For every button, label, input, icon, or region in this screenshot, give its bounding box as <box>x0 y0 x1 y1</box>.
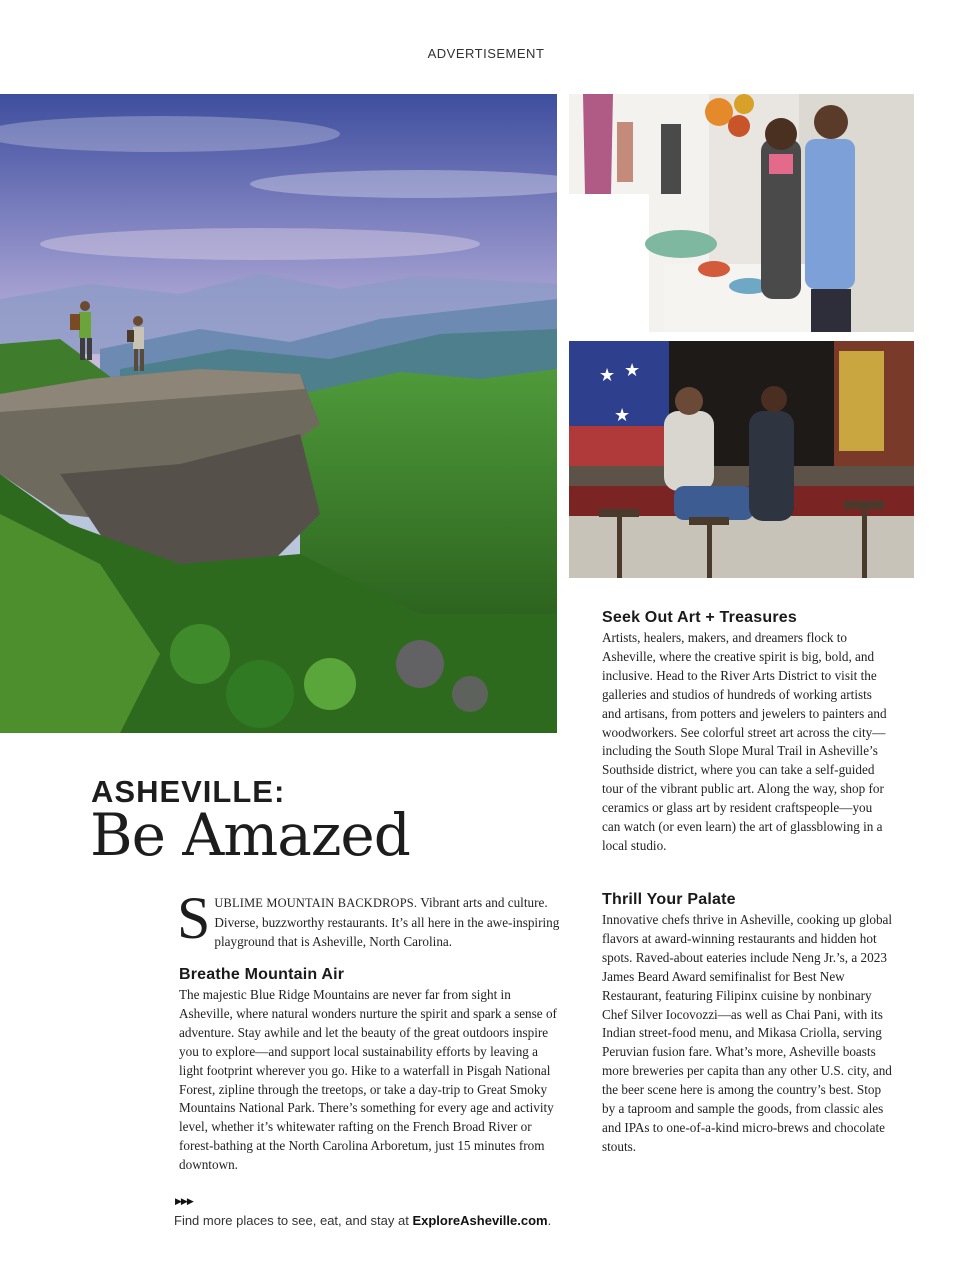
title-city: ASHEVILLE: <box>91 774 286 809</box>
section-body: Artists, healers, makers, and dreamers flock to Asheville, where the creative spirit is big, bold, and inclusive. Head to the River Arts District to visit the galleries and studios of hundreds of working artists and artisans, from potters and jewelers to painters and woodworkers. See colorful street art across the city—including the South Slope Mural Trail in Asheville’s Southside district, where you can take a self-guided tour of the vibrant public art. Along the way, shop for ceramics or glass art by resident craftspeople—you can watch (or even learn) the art of glassblowing in a local studio. <box>602 630 887 853</box>
restaurant-bar-photo <box>569 341 914 578</box>
mountain-landscape-photo <box>0 94 557 733</box>
section-heading: Seek Out Art + Treasures <box>602 609 797 626</box>
section-thrill-palate <box>602 891 894 1157</box>
footer-website-link[interactable]: ExploreAsheville.com <box>412 1213 548 1228</box>
footer-period: . <box>547 1213 552 1228</box>
intro-paragraph <box>177 885 564 951</box>
title-tagline: Be Amazed <box>90 801 410 869</box>
section-body: The majestic Blue Ridge Mountains are never far from sight in Asheville, where natural wonders nurture the spirit and spark a sense of adventure. Stay awhile and let the beauty of the great outdoors inspire you to explore—and support local sustainability efforts by leaving a light footprint wherever you go. Hike to a waterfall in Pisgah National Forest, zipline through the treetops, or take a day-trip to Great Smoky Mountains National Park. There’s something for every age and activity level, whether it’s whitewater rafting on the French Broad River or forest-bathing at the North Carolina Arboretum, just 15 minutes from downtown. <box>179 987 557 1173</box>
section-body: Innovative chefs thrive in Asheville, cooking up global flavors at award-winning restaurants and hidden hot spots. Raved-about eateries include Neng Jr.’s, a 2023 James Beard Award semifinalist for Best New Restaurant, featuring Filipinx cuisine by nonbinary Chef Silver Iocovozzi—as well as Chai Pani, with its Indian street-food menu, and Mikasa Criolla, serving Peruvian fusion fare. What’s more, Asheville boasts more breweries per capita than any other U.S. city, and the beer scene here is among the country’s best. Stop by a taproom and sample the goods, from classic ales and IPAs to one-of-a-kind micro-brews and chocolate stouts. <box>602 912 893 1154</box>
intro-lead: UBLIME MOUNTAIN BACKDROPS. <box>214 896 418 910</box>
footer-cta <box>174 1213 551 1228</box>
section-heading: Breathe Mountain Air <box>179 966 345 983</box>
footer-arrow-icon: ▶▶▶ <box>175 1197 193 1207</box>
intro-text: Vibrant arts and culture. Diverse, buzzworthy restaurants. It’s all here in the awe-inspiring playground that is Asheville, North Carolina. <box>214 895 560 949</box>
svg-text:★: ★ <box>624 360 641 381</box>
footer-text: Find more places to see, eat, and stay at <box>174 1213 413 1228</box>
section-mountain-air <box>179 966 564 1175</box>
intro-dropcap: S <box>177 885 211 951</box>
svg-text:★: ★ <box>614 405 631 426</box>
svg-text:★: ★ <box>599 365 616 386</box>
section-heading: Thrill Your Palate <box>602 891 736 908</box>
advertisement-label: ADVERTISEMENT <box>427 46 545 61</box>
section-art-treasures <box>602 609 892 856</box>
art-gallery-photo <box>569 94 914 332</box>
